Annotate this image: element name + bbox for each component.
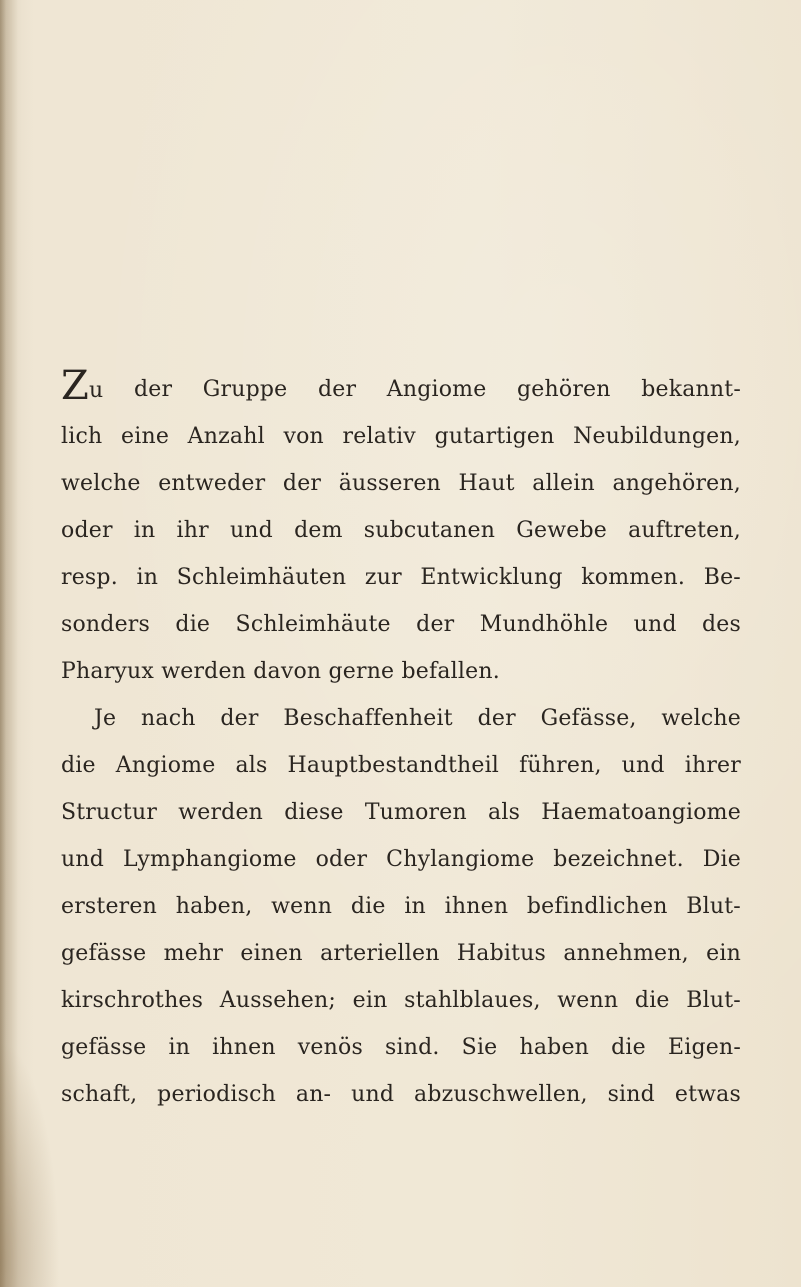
page-stain <box>0 1040 60 1287</box>
text-line: oder in ihr und dem subcutanen Gewebe auftreten, <box>61 518 741 543</box>
text-line: schaft, periodisch an- und abzuschwellen, sind etwas <box>61 1082 741 1107</box>
text-line: ersteren haben, wenn die in ihnen befindlichen Blut- <box>61 894 741 919</box>
text-line: Zu der Gruppe der Angiome gehören bekannt- <box>61 363 741 409</box>
text-line: Pharyux werden davon gerne befallen. <box>61 659 500 684</box>
text-line: resp. in Schleimhäuten zur Entwicklung kommen. Be- <box>61 565 741 590</box>
text-line: lich eine Anzahl von relativ gutartigen Neubildungen, <box>61 424 741 449</box>
text-line: und Lymphangiome oder Chylangiome bezeichnet. Die <box>61 847 741 872</box>
text-line: Structur werden diese Tumoren als Haematoangiome <box>61 800 741 825</box>
text-line: welche entweder der äusseren Haut allein angehören, <box>61 471 741 496</box>
text-line: sonders die Schleimhäute der Mundhöhle und des <box>61 612 741 637</box>
paragraph-1 <box>61 363 741 695</box>
text-line: gefässe mehr einen arteriellen Habitus annehmen, ein <box>61 941 741 966</box>
text-line: die Angiome als Hauptbestandtheil führen, und ihrer <box>61 753 741 778</box>
text-line: kirschrothes Aussehen; ein stahlblaues, wenn die Blut- <box>61 988 741 1013</box>
body-text <box>61 363 741 1118</box>
text-line: gefässe in ihnen venös sind. Sie haben die Eigen- <box>61 1035 741 1060</box>
text-line: Je nach der Beschaffenheit der Gefässe, welche <box>94 706 741 731</box>
paragraph-2 <box>61 695 741 1118</box>
